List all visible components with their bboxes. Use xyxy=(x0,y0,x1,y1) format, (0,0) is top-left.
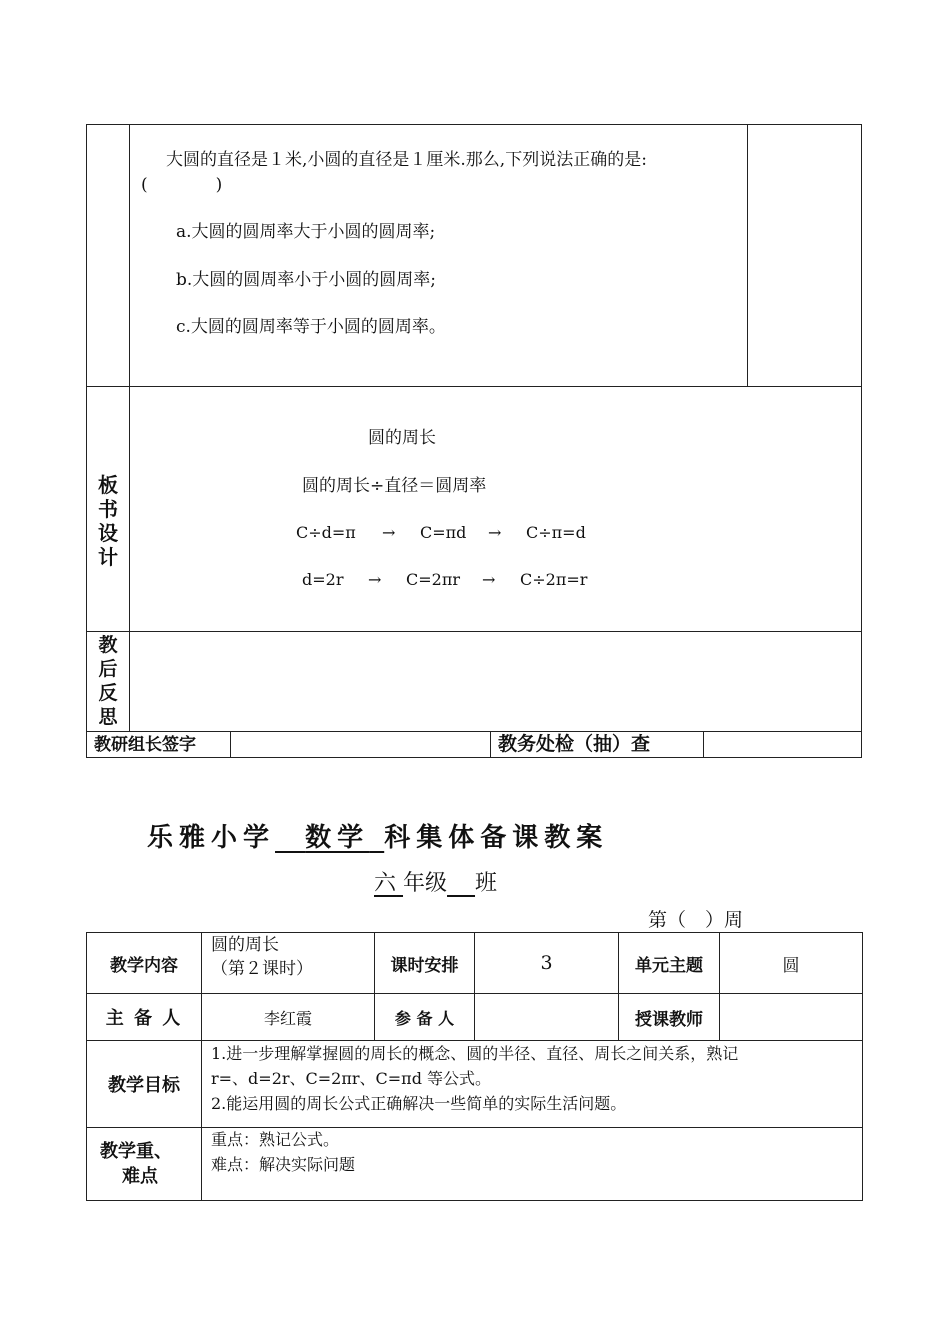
class-suffix: 班 xyxy=(475,871,498,896)
formula-pi-definition: C÷d=π xyxy=(296,523,356,542)
option-c: c.大圆的圆周率等于小圆的圆周率。 xyxy=(176,317,446,337)
participant-label: 参 备 人 xyxy=(394,1008,455,1028)
unit-value: 圆 xyxy=(782,955,800,976)
arrow-icon: → xyxy=(368,570,382,589)
board-design-label: 板书设计 xyxy=(98,473,118,569)
formula-circumference-radius: C=2πr xyxy=(406,570,460,589)
preparer-label: 主 备 人 xyxy=(105,1008,183,1029)
period-value: 3 xyxy=(540,952,553,974)
grade-value: 六 xyxy=(374,871,397,896)
content-value-title: 圆的周长 xyxy=(211,935,279,955)
subject-name: 数学 xyxy=(305,823,370,853)
question-answer-blank: ( ) xyxy=(141,175,223,195)
arrow-icon: → xyxy=(382,523,396,542)
grade-suffix: 年级 xyxy=(403,871,448,896)
question-text: 大圆的直径是１米,小圆的直径是１厘米.那么,下列说法正确的是: xyxy=(166,150,647,170)
board-title: 圆的周长 xyxy=(368,428,436,448)
objectives-label: 教学目标 xyxy=(108,1075,180,1096)
difficult-point-text: 难点：解决实际问题 xyxy=(211,1155,356,1174)
formula-radius: C÷2π=r xyxy=(520,570,588,589)
content-value-period: （第２课时） xyxy=(211,959,313,979)
page-title xyxy=(147,817,608,854)
content-label: 教学内容 xyxy=(110,955,178,976)
formula-diameter-radius: d=2r xyxy=(302,570,344,589)
participant-value xyxy=(475,994,618,1040)
preparer-value: 李红霞 xyxy=(263,1008,312,1028)
key-points-label-line-2: 难点 xyxy=(122,1166,158,1187)
teacher-label: 授课教师 xyxy=(635,1009,703,1030)
objective-line-2: r=、d=2r、C=2πr、C=πd 等公式。 xyxy=(211,1069,492,1088)
school-name: 乐雅小学 xyxy=(147,823,276,853)
period-label: 课时安排 xyxy=(390,955,459,976)
objective-line-3: 2.能运用圆的周长公式正确解决一些简单的实际生活问题。 xyxy=(211,1094,627,1113)
objective-line-1: 1.进一步理解掌握圆的周长的概念、圆的半径、直径、周长之间关系，熟记 xyxy=(211,1044,739,1063)
arrow-icon: → xyxy=(482,570,496,589)
formula-circumference-diameter: C=πd xyxy=(420,523,467,542)
grade-class-line xyxy=(374,870,497,898)
office-check-label: 教务处检（抽）查 xyxy=(498,733,651,755)
teacher-value xyxy=(720,994,862,1040)
leader-sign-label: 教研组长签字 xyxy=(94,735,196,755)
key-points-label-line-1: 教学重、 xyxy=(100,1141,172,1162)
option-a: a.大圆的圆周率大于小圆的圆周率; xyxy=(176,222,436,242)
week-label: 第（ ）周 xyxy=(648,909,744,931)
arrow-icon: → xyxy=(488,523,502,542)
title-suffix: 科集体备课教案 xyxy=(384,823,609,853)
key-point-text: 重点：熟记公式。 xyxy=(211,1130,340,1149)
board-formula: 圆的周长÷直径＝圆周率 xyxy=(302,476,487,496)
reflection-label: 教后反思 xyxy=(98,634,118,728)
option-b: b.大圆的圆周率小于小圆的圆周率; xyxy=(176,270,437,290)
unit-label: 单元主题 xyxy=(635,955,703,976)
formula-diameter: C÷π=d xyxy=(526,523,586,542)
